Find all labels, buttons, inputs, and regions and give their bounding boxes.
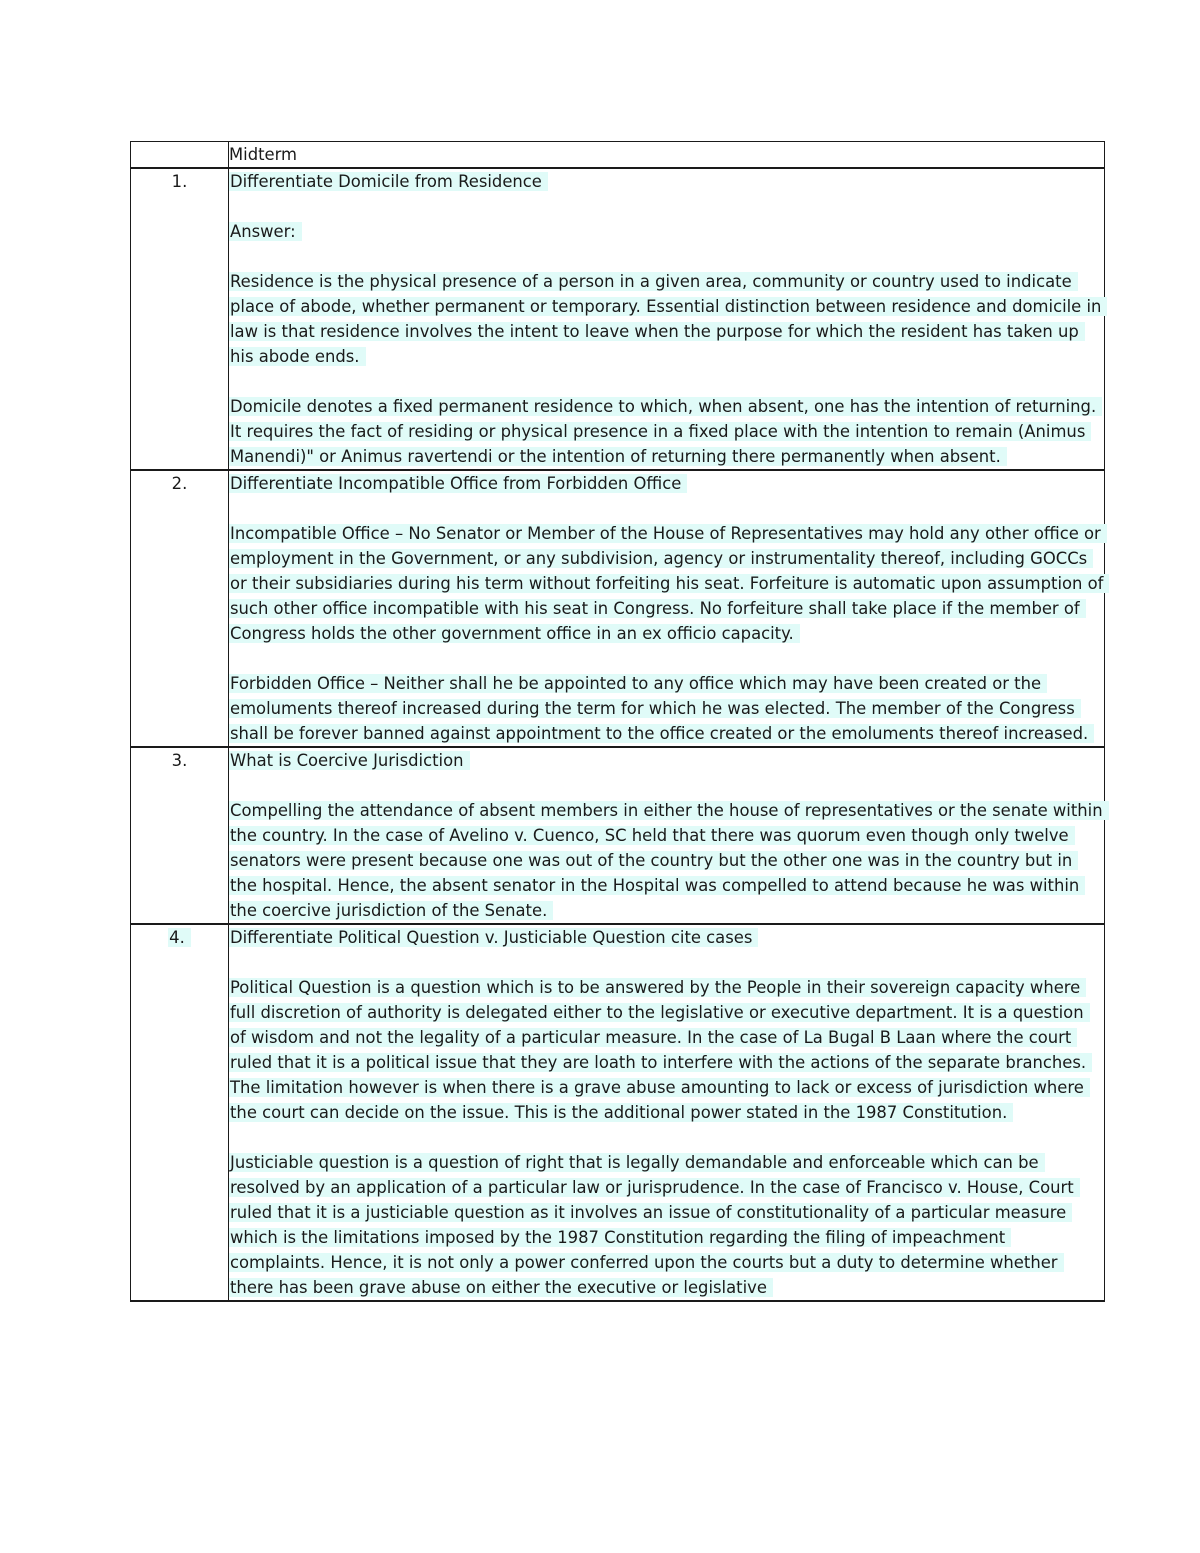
item-number: 3. (131, 747, 229, 924)
header-title-cell (229, 142, 1105, 169)
question-text: Differentiate Incompatible Office from Forbidden Office (229, 474, 687, 493)
answer-paragraph: Incompatible Office – No Senator or Member of the House of Representatives may hold any other office or employment in the Government, or any subdivision, agency or instrumentality thereof, including GOCCs or their subsidiaries during his term without forfeiting his seat. Forfeiture is automatic upon assumption of such other office incompatible with his seat in Congress. No forfeiture shall take place if the member of Congress holds the other government office in an ex officio capacity. (229, 524, 1109, 643)
header-number-cell (131, 142, 229, 169)
item-number: 1. (131, 168, 229, 470)
question-row-2 (131, 470, 1105, 747)
midterm-title: Midterm (229, 145, 298, 164)
answer-paragraph: Justiciable question is a question of right that is legally demandable and enforceable which can be resolved by an application of a particular law or jurisprudence. In the case of Francisco v. House, Court ruled that it is a justiciable question as it involves an issue of constitutionality of a particular measure which is the limitations imposed by the 1987 Constitution regarding the filing of impeachment complaints. Hence, it is not only a power conferred upon the courts but a duty to determine whether there has been grave abuse on either the executive or legislative (229, 1153, 1080, 1297)
question-cell-2 (229, 470, 1105, 747)
header-row (131, 142, 1105, 169)
answer-paragraph: Residence is the physical presence of a person in a given area, community or country used to indicate place of abode, whether permanent or temporary. Essential distinction between residence and domicile in law is that residence involves the intent to leave when the purpose for which the resident has taken up his abode ends. (229, 272, 1107, 366)
answer-paragraph: Domicile denotes a fixed permanent residence to which, when absent, one has the intention of returning. It requires the fact of residing or physical presence in a fixed place with the intention to remain (Animus Manendi)" or Animus ravertendi or the intention of returning there permanently when absent. (229, 397, 1102, 466)
question-cell-1 (229, 168, 1105, 470)
question-cell-4 (229, 924, 1105, 1301)
question-row-4 (131, 924, 1105, 1301)
midterm-table (130, 141, 1105, 1302)
question-text: What is Coercive Jurisdiction (229, 751, 470, 770)
answer-paragraph: Political Question is a question which is to be answered by the People in their sovereign capacity where full discretion of authority is delegated either to the legislative or executive department. It is a question of wisdom and not the legality of a particular measure. In the case of La Bugal B Laan where the court ruled that it is a political issue that they are loath to interfere with the actions of the separate branches. The limitation however is when there is a grave abuse amounting to lack or excess of jurisdiction where the court can decide on the issue. This is the additional power stated in the 1987 Constitution. (229, 978, 1092, 1122)
document-page (130, 141, 1104, 1302)
item-number: 4. (131, 924, 229, 1301)
question-text: Differentiate Political Question v. Justiciable Question cite cases (229, 928, 758, 947)
question-text: Differentiate Domicile from Residence (229, 172, 548, 191)
question-row-1 (131, 168, 1105, 470)
item-number: 2. (131, 470, 229, 747)
answer-paragraph: Compelling the attendance of absent members in either the house of representatives or the senate within the country. In the case of Avelino v. Cuenco, SC held that there was quorum even though only twelve senators were present because one was out of the country but the other one was in the country but in the hospital. Hence, the absent senator in the Hospital was compelled to attend because he was within the coercive jurisdiction of the Senate. (229, 801, 1109, 920)
question-cell-3 (229, 747, 1105, 924)
answer-label: Answer: (229, 222, 302, 241)
question-row-3 (131, 747, 1105, 924)
answer-paragraph: Forbidden Office – Neither shall he be appointed to any office which may have been created or the emoluments thereof increased during the term for which he was elected. The member of the Congress shall be forever banned against appointment to the office created or the emoluments thereof increased. (229, 674, 1094, 743)
